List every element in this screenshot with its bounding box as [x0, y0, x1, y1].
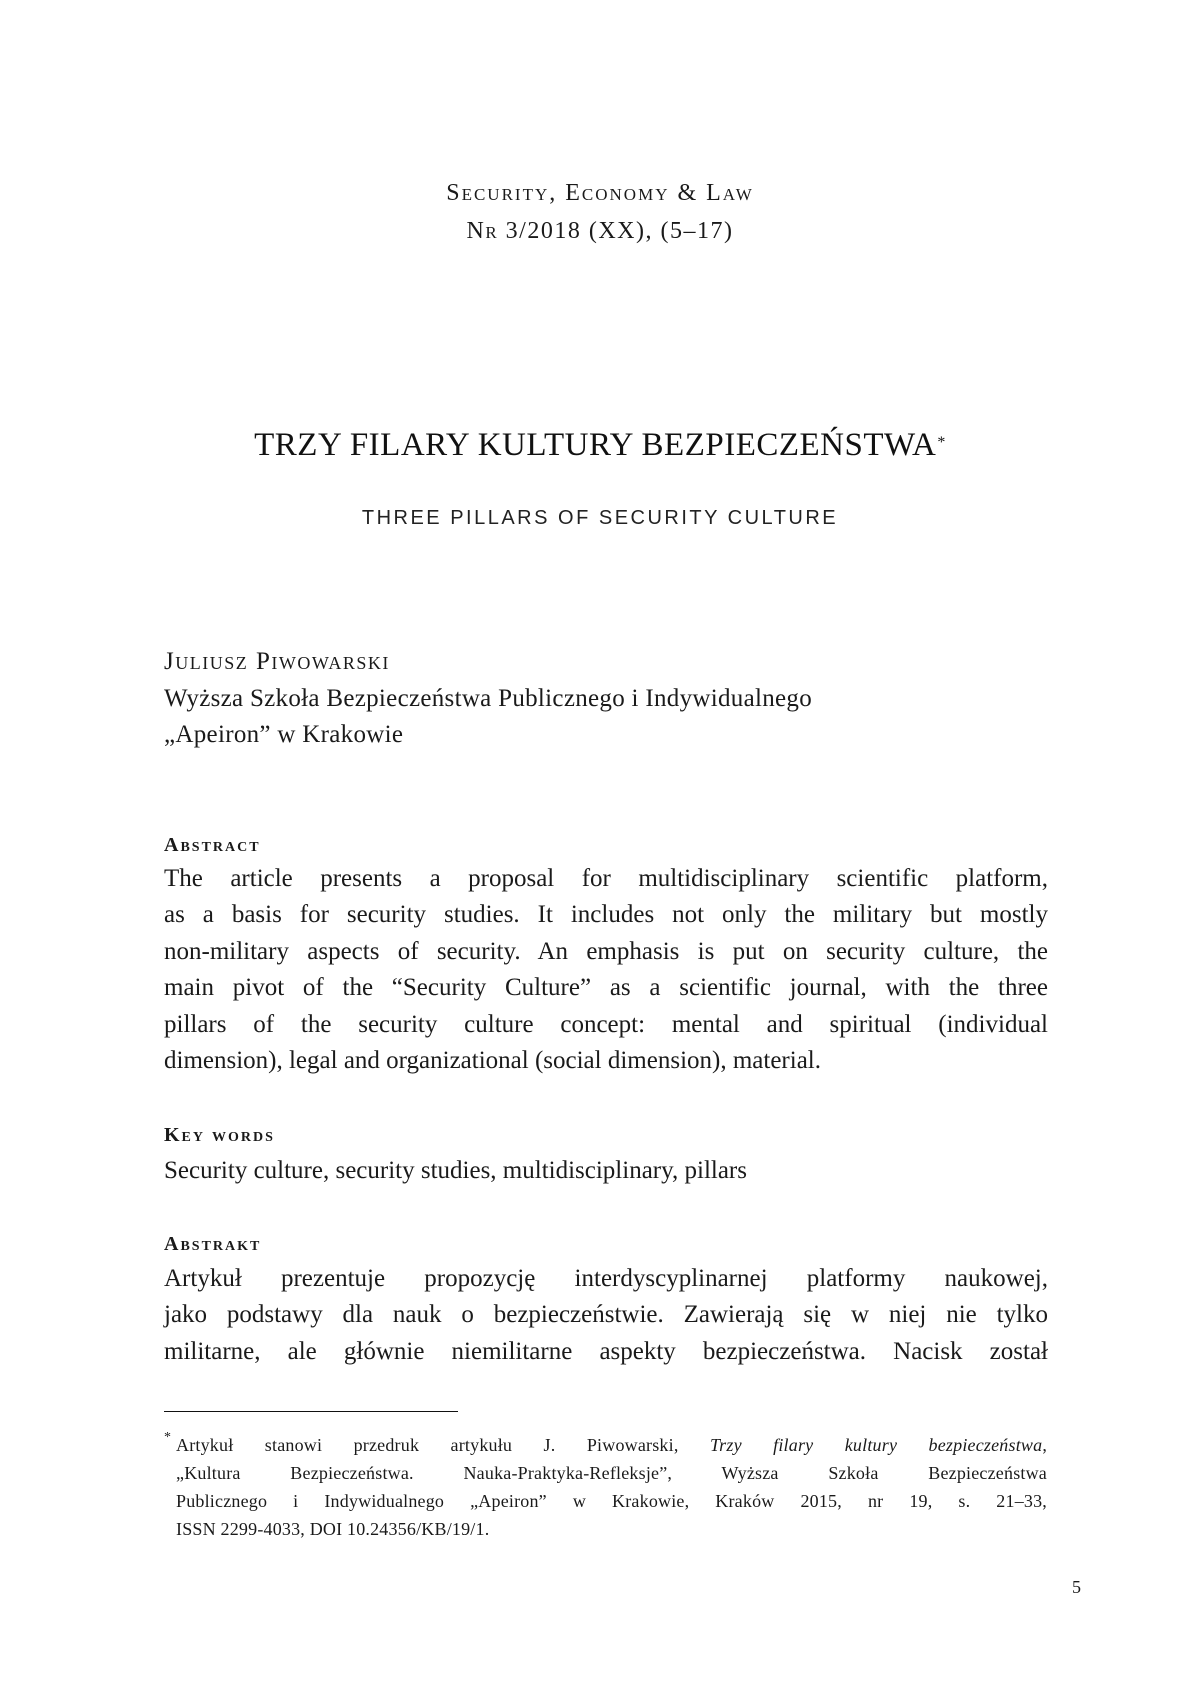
journal-issue: Nr 3/2018 (XX), (5–17)	[466, 218, 734, 244]
journal-name: Security, Economy & Law	[446, 180, 754, 206]
author-affiliation	[164, 681, 1048, 753]
footnote-marker: *	[164, 1430, 171, 1445]
affiliation-line: Wyższa Szkoła Bezpieczeństwa Publicznego i Indywidualnego	[164, 685, 813, 712]
article-title	[0, 423, 1200, 467]
abstrakt-line: militarne, ale głównie niemilitarne aspekty bezpieczeństwa. Nacisk został	[164, 1337, 1048, 1365]
footnote-cited-title: Trzy filary kultury bezpieczeństwa	[709, 1435, 1043, 1455]
keywords-text: Security culture, security studies, multidisciplinary, pillars	[164, 1157, 747, 1184]
abstrakt-text	[164, 1261, 1048, 1370]
footnote-text: Artykuł stanowi przedruk artykułu J. Piwowarski,	[176, 1435, 710, 1455]
abstrakt-line: Artykuł prezentuje propozycję interdyscyplinarnej platformy naukowej,	[164, 1265, 1048, 1292]
author-name: Juliusz Piwowarski	[164, 648, 390, 675]
affiliation-line: „Apeiron” w Krakowie	[164, 721, 404, 748]
abstract-line: The article presents a proposal for multidisciplinary scientific platform,	[164, 865, 1048, 892]
abstract-text	[164, 861, 1048, 1079]
footnote	[176, 1431, 1047, 1543]
abstrakt-line: jako podstawy dla nauk o bezpieczeństwie. Zawierają się w niej nie tylko	[164, 1301, 1048, 1329]
footnote-line: Publicznego i Indywidualnego „Apeiron” w Krakowie, Kraków 2015, nr 19, s. 21–33,	[176, 1491, 1047, 1511]
footnote-divider	[164, 1411, 458, 1412]
abstract-heading: Abstract	[164, 834, 261, 856]
abstract-line: pillars of the security culture concept: mental and spiritual (individual	[164, 1010, 1048, 1038]
footnote-line	[176, 1431, 1047, 1459]
title-footnote-marker[interactable]: *	[937, 434, 946, 451]
page-number: 5	[1072, 1577, 1081, 1597]
keywords-heading: Key words	[164, 1124, 275, 1146]
footnote-line: „Kultura Bezpieczeństwa. Nauka-Praktyka-Refleksje”, Wyższa Szkoła Bezpieczeństwa	[176, 1463, 1047, 1483]
footnote-text: ,	[1042, 1435, 1048, 1455]
footnote-line: ISSN 2299-4033, DOI 10.24356/KB/19/1.	[176, 1519, 490, 1539]
article-title-text: TRZY FILARY KULTURY BEZPIECZEŃSTWA	[254, 427, 937, 463]
abstract-line: main pivot of the “Security Culture” as a scientific journal, with the three	[164, 974, 1048, 1002]
abstract-line: dimension), legal and organizational (social dimension), material.	[164, 1047, 821, 1075]
article-subtitle: THREE PILLARS OF SECURITY CULTURE	[361, 507, 839, 529]
abstract-line: non-military aspects of security. An emphasis is put on security culture, the	[164, 937, 1048, 965]
abstrakt-heading: Abstrakt	[164, 1233, 262, 1255]
abstract-line: as a basis for security studies. It includes not only the military but mostly	[164, 901, 1048, 929]
